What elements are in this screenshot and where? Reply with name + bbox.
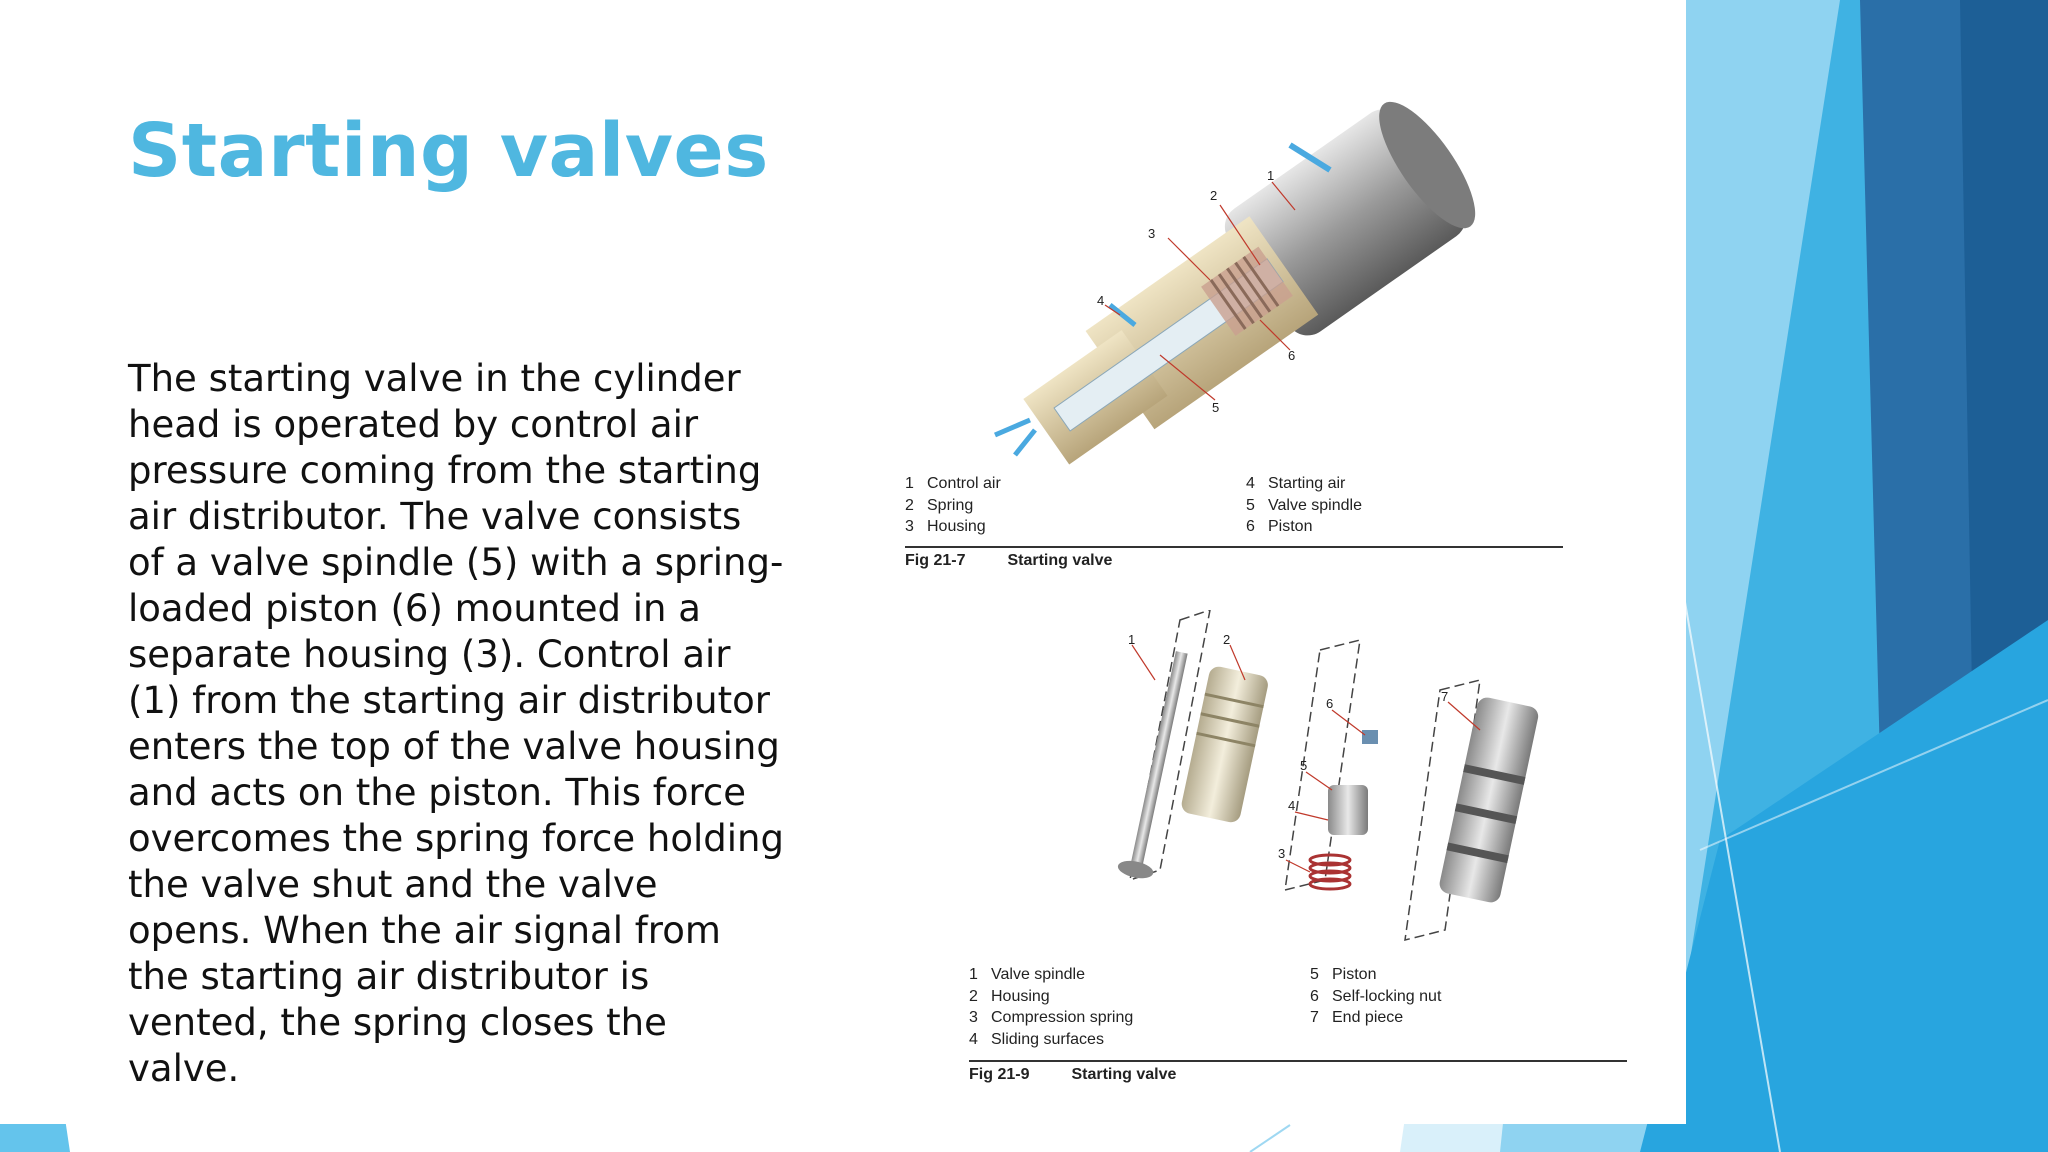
exhaust-arrows [995,420,1035,455]
legend-item: 5 Piston [1310,966,1377,983]
fig2-divider [969,1060,1627,1062]
fig2-callout-3: 3 [1278,846,1286,861]
legend-item: 2 Spring [905,496,974,514]
legend-item: 1 Valve spindle [969,966,1085,983]
legend-item: 4 Starting air [1246,475,1346,492]
fig1-callout-4: 4 [1097,293,1105,308]
legend-item: 1 Control air [905,475,1001,492]
fig2-callout-2: 2 [1223,632,1231,647]
legend-item: 7 End piece [1310,1009,1404,1026]
fig1-callout-2: 2 [1210,188,1218,203]
fig1-callout-6: 6 [1288,348,1296,363]
fig2-legend-left [969,964,1133,1050]
legend-item: 4 Sliding surfaces [969,1030,1104,1048]
fig2-callout-5: 5 [1300,758,1308,773]
fig1-caption: Fig 21-7 Starting valve [905,552,1113,569]
fig2-callout-4: 4 [1288,798,1296,813]
legend-item: 6 Self-locking nut [1310,987,1442,1005]
starting-valve-exploded-illustration [1060,610,1540,950]
fig1-callout-5: 5 [1212,400,1220,415]
housing-part [1180,665,1270,824]
slide-body-text: The starting valve in the cylinder head is operated by control air pressure coming from the starting air distributor. The valve consists of a valve spindle (5) with a spring-loaded piston (6) mounted in a separate housing (3). Control air (1) from the starting air distributor enters the top of the valve housing and acts on the piston. This force overcomes the spring force holding the valve shut and the valve opens. When the air signal from the starting air distributor is vented, the spring closes the valve. [128,357,784,1090]
legend-item: 6 Piston [1246,518,1313,535]
legend-item: 2 Housing [969,987,1050,1005]
end-piece-part [1438,696,1540,905]
piston-part [1328,785,1368,835]
legend-item: 3 Compression spring [969,1009,1134,1026]
fig1-callout-3: 3 [1148,226,1156,241]
starting-valve-cutaway-illustration [960,100,1520,480]
slide-title: Starting valves [128,108,769,194]
fig2-caption: Fig 21-9 Starting valve [969,1066,1177,1083]
fig1-legend-right [1246,473,1362,538]
legend-item: 3 Housing [905,518,986,535]
fig2-callout-7: 7 [1441,689,1449,704]
fig1-legend-left [905,473,1001,538]
spindle-part [1130,651,1187,869]
spring-part [1310,855,1350,889]
fig2-callout-1: 1 [1128,632,1136,647]
fig2-legend-right [1310,964,1441,1029]
legend-item: 5 Valve spindle [1246,496,1362,514]
fig2-callout-6: 6 [1326,696,1334,711]
nut-part [1362,730,1378,744]
fig1-divider [905,546,1563,548]
fig1-callout-1: 1 [1267,168,1275,183]
